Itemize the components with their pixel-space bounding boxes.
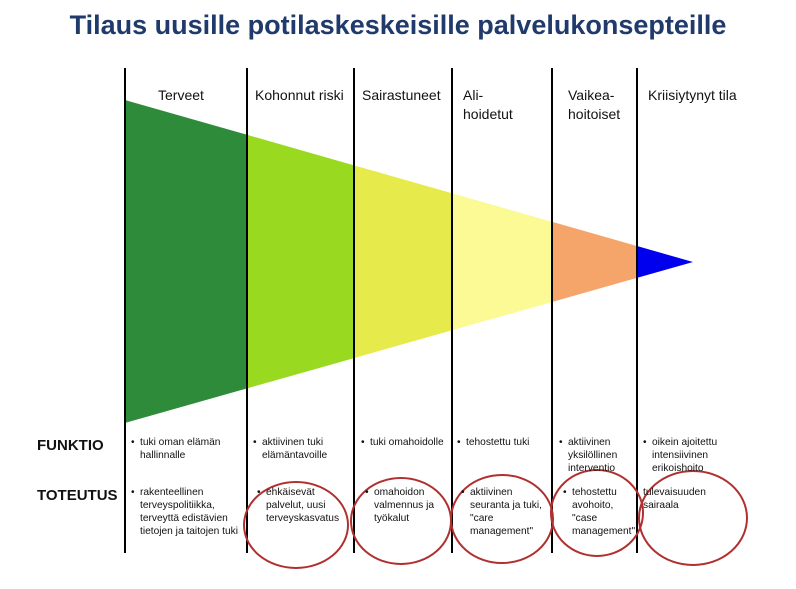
bullet-icon: •: [559, 437, 563, 448]
toteutus-cell: [365, 486, 454, 525]
column-header: [158, 86, 204, 105]
toteutus-cell: [461, 486, 552, 538]
funktio-cell: [253, 436, 346, 462]
toteutus-cell: [131, 486, 240, 538]
funnel-segment: [247, 135, 354, 389]
bullet-icon: •: [457, 437, 461, 448]
funnel-segment: [552, 222, 637, 302]
cell-text: tehostettu tuki: [466, 437, 530, 448]
funktio-cell: [643, 436, 732, 475]
row-label-toteutus: TOTEUTUS: [37, 487, 118, 504]
toteutus-cell: [257, 486, 350, 525]
column-header: [648, 86, 737, 105]
column-header-line: Terveet: [158, 87, 204, 103]
bullet-icon: •: [361, 437, 365, 448]
bullet-icon: •: [643, 437, 647, 448]
cell-text: ehkäisevät palvelut, uusi terveyskasvatus: [266, 487, 340, 524]
cell-text: tehostettu avohoito, "case management": [572, 487, 636, 537]
column-header-line: hoidetut: [463, 106, 513, 122]
toteutus-cell: [563, 486, 640, 538]
bullet-icon: •: [131, 487, 135, 498]
cell-text: tuki oman elämän hallinnalle: [140, 437, 221, 461]
cell-text: aktiivinen seuranta ja tuki, "care management": [470, 487, 542, 537]
funnel-segment: [125, 100, 247, 423]
column-header-line: Ali-: [463, 87, 484, 103]
funktio-cell: [361, 436, 450, 449]
cell-text: aktiivinen yksilöllinen interventio: [568, 437, 618, 474]
column-header-line: Vaikea-: [568, 87, 615, 103]
bullet-icon: •: [563, 487, 567, 498]
column-header-line: Kriisiytynyt tila: [648, 87, 737, 103]
cell-text: tulevaisuuden sairaala: [643, 487, 706, 511]
cell-text: rakenteellinen terveyspolitiikka, terveyttä edistävien tietojen ja taitojen tuki: [140, 487, 238, 537]
column-header: [568, 86, 620, 124]
column-header: [463, 86, 513, 124]
column-header: [362, 86, 441, 105]
page-title: Tilaus uusille potilaskeskeisille palvelukonsepteille: [69, 10, 727, 40]
cell-text: oikein ajoitettu intensiivinen erikoishoito: [652, 437, 718, 474]
funktio-cell: [559, 436, 636, 475]
toteutus-cell: [643, 486, 723, 512]
cell-text: omahoidon valmennus ja työkalut: [374, 487, 435, 524]
funnel-segment: [354, 165, 452, 358]
bullet-icon: •: [461, 487, 465, 498]
column-header-line: hoitoiset: [568, 106, 621, 122]
bullet-icon: •: [365, 487, 369, 498]
funktio-cell: [457, 436, 548, 449]
funktio-cell: [131, 436, 240, 462]
column-header: [255, 86, 344, 105]
bullet-icon: •: [253, 437, 257, 448]
cell-text: aktiivinen tuki elämäntavoille: [262, 437, 328, 461]
funnel-segment: [637, 246, 693, 278]
column-header-line: Sairastuneet: [362, 87, 441, 103]
column-header-line: Kohonnut riski: [255, 87, 344, 103]
cell-text: tuki omahoidolle: [370, 437, 444, 448]
funnel-segment: [452, 193, 552, 330]
bullet-icon: •: [131, 437, 135, 448]
row-label-funktio: FUNKTIO: [37, 437, 104, 454]
bullet-icon: •: [257, 487, 261, 498]
